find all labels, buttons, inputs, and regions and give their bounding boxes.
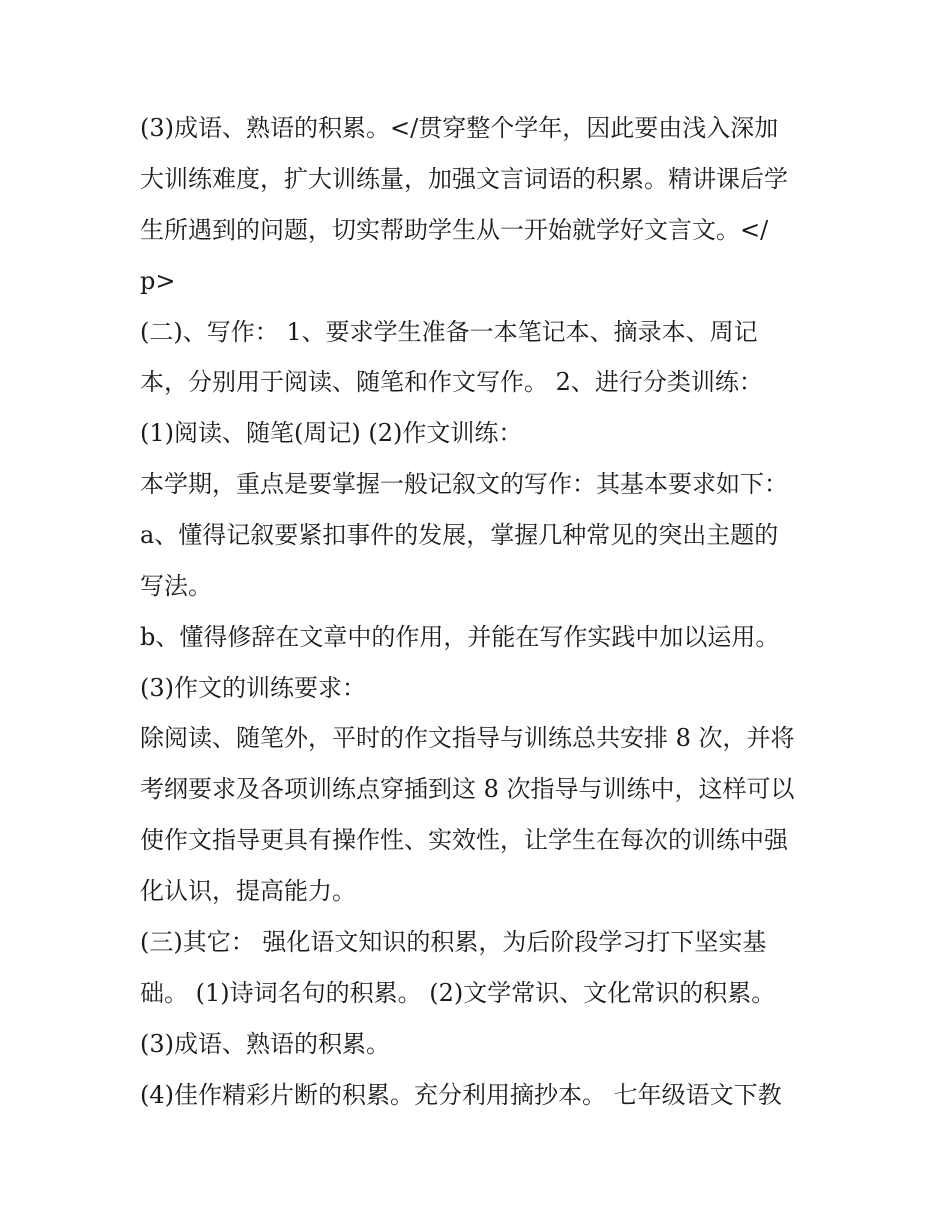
text-line: a、懂得记叙要紧扣事件的发展，掌握几种常见的突出主题的	[140, 521, 779, 549]
text-line: 本学期，重点是要掌握一般记叙文的写作：其基本要求如下：	[140, 470, 788, 498]
text-line: 除阅读、随笔外，平时的作文指导与训练总共安排 8 次，并将	[140, 724, 795, 752]
text-line: b、懂得修辞在文章中的作用，并能在写作实践中加以运用。	[140, 623, 780, 651]
text-line: (二)、写作： 1、要求学生准备一本笔记本、摘录本、周记	[140, 318, 758, 346]
text-line: 础。 (1)诗词名句的积累。 (2)文学常识、文化常识的积累。	[140, 979, 776, 1007]
text-line: 写法。	[140, 572, 212, 600]
text-line: (1)阅读、随笔(周记) (2)作文训练：	[140, 419, 523, 447]
text-line: (3)作文的训练要求：	[140, 674, 366, 702]
text-line: (3)成语、熟语的积累。</贯穿整个学年，因此要由浅入深加	[140, 114, 779, 142]
text-line: 使作文指导更具有操作性、实效性，让学生在每次的训练中强	[140, 826, 788, 854]
text-line: 考纲要求及各项训练点穿插到这 8 次指导与训练中，这样可以	[140, 775, 795, 803]
text-line: 生所遇到的问题，切实帮助学生从一开始就学好文言文。</	[140, 216, 769, 244]
text-line: 本，分别用于阅读、随笔和作文写作。 2、进行分类训练：	[140, 368, 763, 396]
text-line: (三)其它： 强化语文知识的积累，为后阶段学习打下坚实基	[140, 928, 767, 956]
text-line: 化认识，提高能力。	[140, 877, 356, 905]
text-line: p>	[140, 267, 176, 295]
text-line: (3)成语、熟语的积累。	[140, 1030, 390, 1058]
text-line: (4)佳作精彩片断的积累。充分利用摘抄本。 七年级语文下教	[140, 1081, 782, 1109]
text-line: 大训练难度，扩大训练量，加强文言词语的积累。精讲课后学	[140, 165, 788, 193]
